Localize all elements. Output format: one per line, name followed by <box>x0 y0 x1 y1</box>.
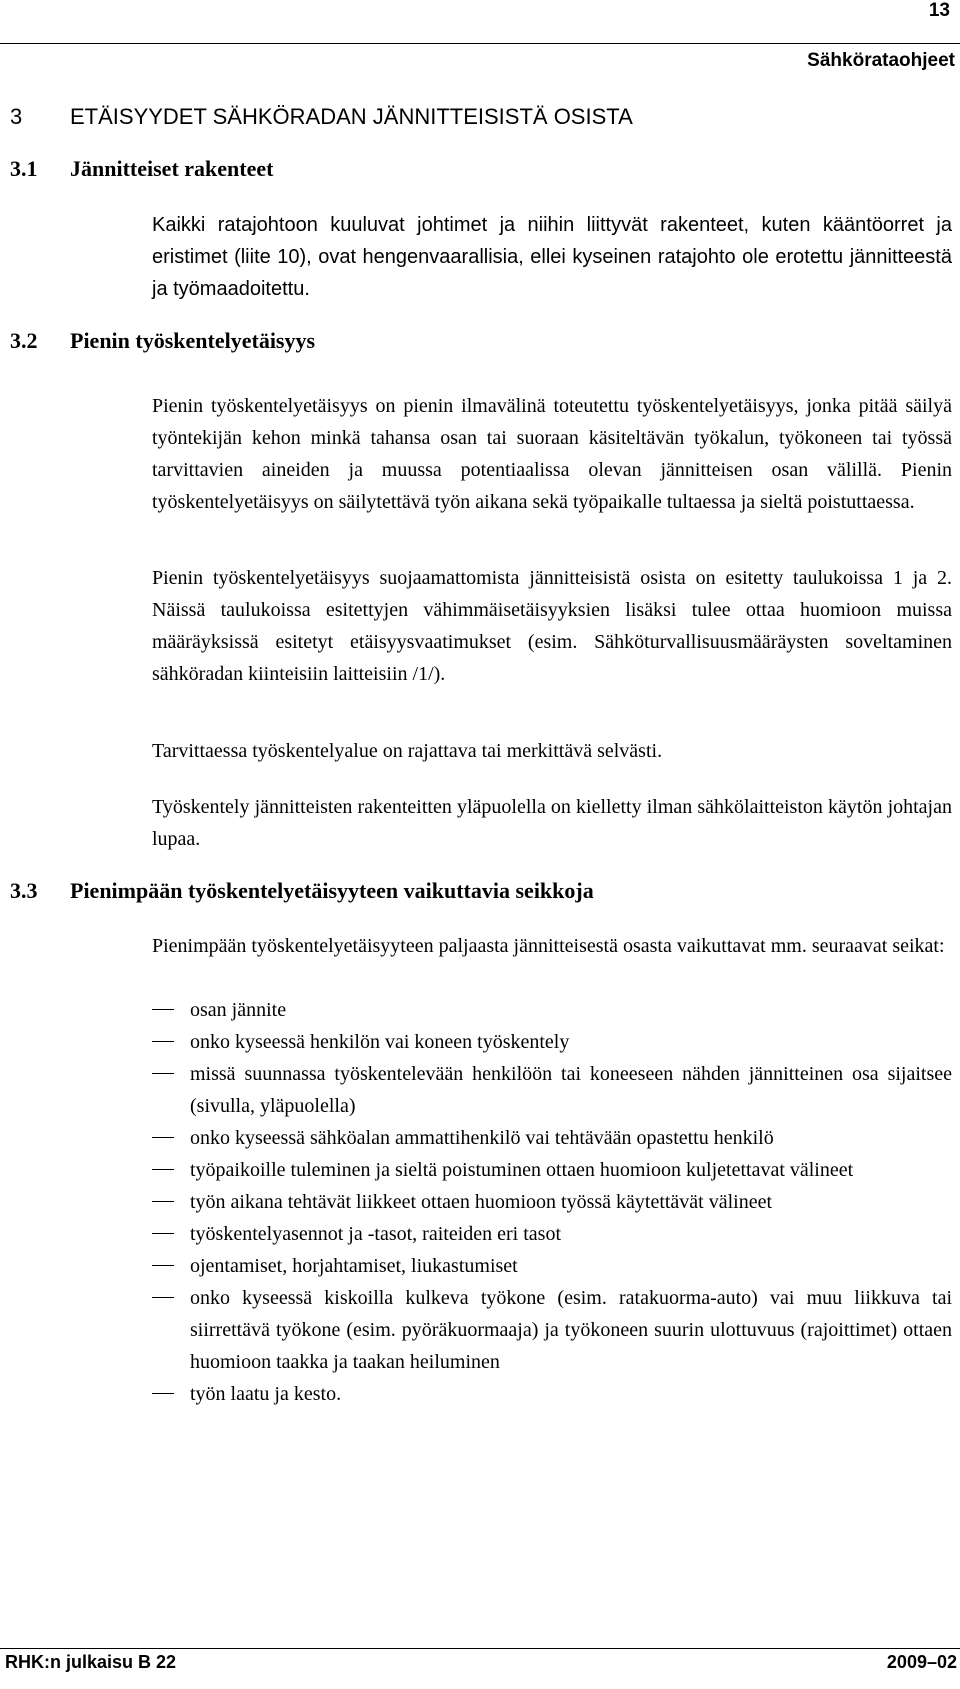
section-number: 3.1 <box>10 156 38 181</box>
page-number: 13 <box>928 0 950 21</box>
list-item <box>152 1058 952 1122</box>
list-item-text: onko kyseessä henkilön vai koneen työskentely <box>190 1031 570 1053</box>
paragraph: Kaikki ratajohtoon kuuluvat johtimet ja niihin liittyvät rakenteet, kuten kääntöorret ja eristimet (liite 10), ovat hengenvaarallisia, ellei kyseinen ratajohto ole erotettu jännitteestä ja työmaadoitettu. <box>152 214 952 300</box>
header-rule <box>0 43 960 44</box>
list-item <box>152 1282 952 1378</box>
dash-bullet <box>152 1265 174 1266</box>
list-item-text: työskentelyasennot ja -tasot, raiteiden eri tasot <box>190 1223 561 1245</box>
list-item <box>152 1378 952 1410</box>
dash-bullet <box>152 1169 174 1170</box>
section-number: 3.3 <box>10 878 38 903</box>
section-title: Pienimpään työskentelyetäisyyteen vaikuttavia seikkoja <box>70 878 594 903</box>
paragraph: Pienin työskentelyetäisyys suojaamattomista jännitteisistä osista on esitetty taulukoissa 1 ja 2. Näissä taulukoissa esitettyjen vähimmäisetäisyyksien lisäksi tulee ottaa huomioon muissa määräyksissä esitetyt etäisyysvaatimukset (esim. Sähköturvallisuusmääräysten soveltaminen sähköradan kiinteisiin laitteisiin /1/). <box>152 567 952 685</box>
list-item-text: onko kyseessä sähköalan ammattihenkilö vai tehtävään opastettu henkilö <box>190 1127 774 1149</box>
dash-bullet <box>152 1137 174 1138</box>
list-item <box>152 1186 952 1218</box>
paragraph: Työskentely jännitteisten rakenteitten yläpuolella on kielletty ilman sähkölaitteiston käytön johtajan lupaa. <box>152 796 952 850</box>
list-item <box>152 1154 952 1186</box>
running-head: Sähkörataohjeet <box>807 50 955 71</box>
list-item <box>152 1250 952 1282</box>
list-item-text: työn aikana tehtävät liikkeet ottaen huomioon työssä käytettävät välineet <box>190 1191 773 1213</box>
footer-date: 2009–02 <box>886 1652 957 1672</box>
section-title: Pienin työskentelyetäisyys <box>70 328 316 353</box>
section-title: Jännitteiset rakenteet <box>70 156 274 181</box>
list-item-text: missä suunnassa työskentelevään henkilöön tai koneeseen nähden jännitteinen osa sijaitsee (sivulla, yläpuolella) <box>190 1063 952 1117</box>
list-item <box>152 1218 952 1250</box>
list-item-text: osan jännite <box>190 999 287 1021</box>
chapter-title: ETÄISYYDET SÄHKÖRADAN JÄNNITTEISISTÄ OSISTA <box>70 104 633 129</box>
paragraph: Pienimpään työskentelyetäisyyteen paljaasta jännitteisestä osasta vaikuttavat mm. seuraavat seikat: <box>152 935 945 957</box>
footer-rule <box>0 1648 960 1649</box>
section-number: 3.2 <box>10 328 38 353</box>
list-item-text: ojentamiset, horjahtamiset, liukastumiset <box>190 1255 518 1277</box>
dash-bullet <box>152 1041 174 1042</box>
dash-bullet <box>152 1393 174 1394</box>
list-item-text: työpaikoille tuleminen ja sieltä poistuminen ottaen huomioon kuljetettavat välineet <box>190 1159 854 1181</box>
factor-list <box>152 994 952 1410</box>
paragraph: Pienin työskentelyetäisyys on pienin ilmavälinä toteutettu työskentelyetäisyys, jonka pitää säilyä työntekijän kehon minkä tahansa osan tai suoraan käsiteltävän työkalun, työkoneen tai työssä tarvittavien aineiden ja muussa potentiaalissa olevan jännitteisen osan välillä. Pienin työskentelyetäisyys on säilytettävä työn aikana sekä työpaikalle tultaessa ja sieltä poistuttaessa. <box>152 395 952 513</box>
list-item <box>152 994 952 1026</box>
paragraph: Tarvittaessa työskentelyalue on rajattava tai merkittävä selvästi. <box>152 740 663 762</box>
list-item <box>152 1026 952 1058</box>
dash-bullet <box>152 1009 174 1010</box>
footer-publication: RHK:n julkaisu B 22 <box>5 1652 177 1672</box>
list-item-text: onko kyseessä kiskoilla kulkeva työkone (esim. ratakuorma-auto) vai muu liikkuva tai siirrettävä työkone (esim. pyöräkuormaaja) ja työkoneen suurin ulottuvuus (rajoittimet) ottaen huomioon taakka ja taakan heiluminen <box>190 1287 952 1373</box>
dash-bullet <box>152 1233 174 1234</box>
dash-bullet <box>152 1201 174 1202</box>
list-item-text: työn laatu ja kesto. <box>190 1383 342 1405</box>
dash-bullet <box>152 1073 174 1074</box>
dash-bullet <box>152 1297 174 1298</box>
chapter-number: 3 <box>10 104 23 129</box>
list-item <box>152 1122 952 1154</box>
